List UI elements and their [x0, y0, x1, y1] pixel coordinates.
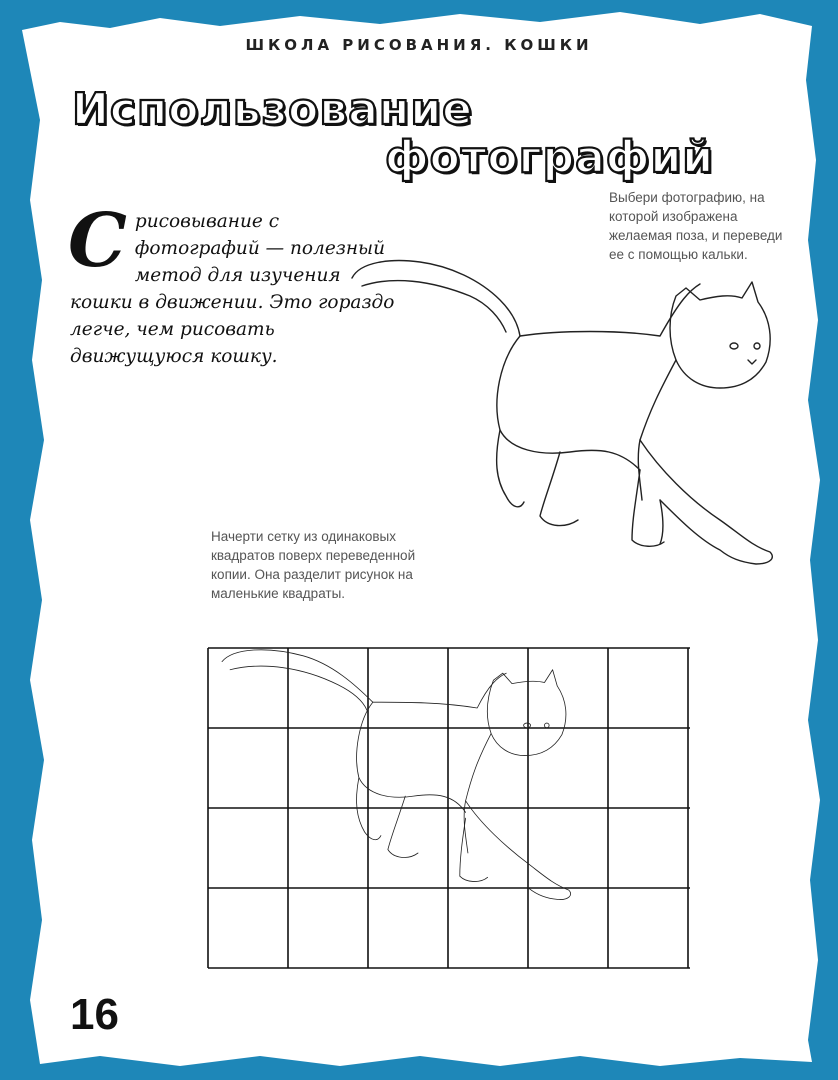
caption-draw-grid: Начерти сетку из одинаковых квадратов поверх переведенной копии. Она разделит рисунок на маленькие квадраты.	[211, 529, 416, 601]
running-head: ШКОЛА РИСОВАНИЯ. КОШКИ	[245, 36, 593, 54]
drawing-grid	[208, 648, 690, 968]
caption-trace-photo: Выбери фотографию, на которой изображена желаемая поза, и переведи ее с помощью кальки.	[609, 190, 783, 262]
intro-text: рисовывание с фотографий — полезный метод для изучения кошки в движении. Это гораздо легче, чем рисовать движущуюся кошку.	[70, 211, 395, 367]
page-number: 16	[70, 990, 119, 1039]
cat-on-grid	[222, 650, 571, 900]
page-title-line-2: фотографий	[385, 132, 715, 183]
page-title-line-1: Использование	[72, 84, 473, 135]
intro-dropcap: С	[68, 198, 127, 284]
